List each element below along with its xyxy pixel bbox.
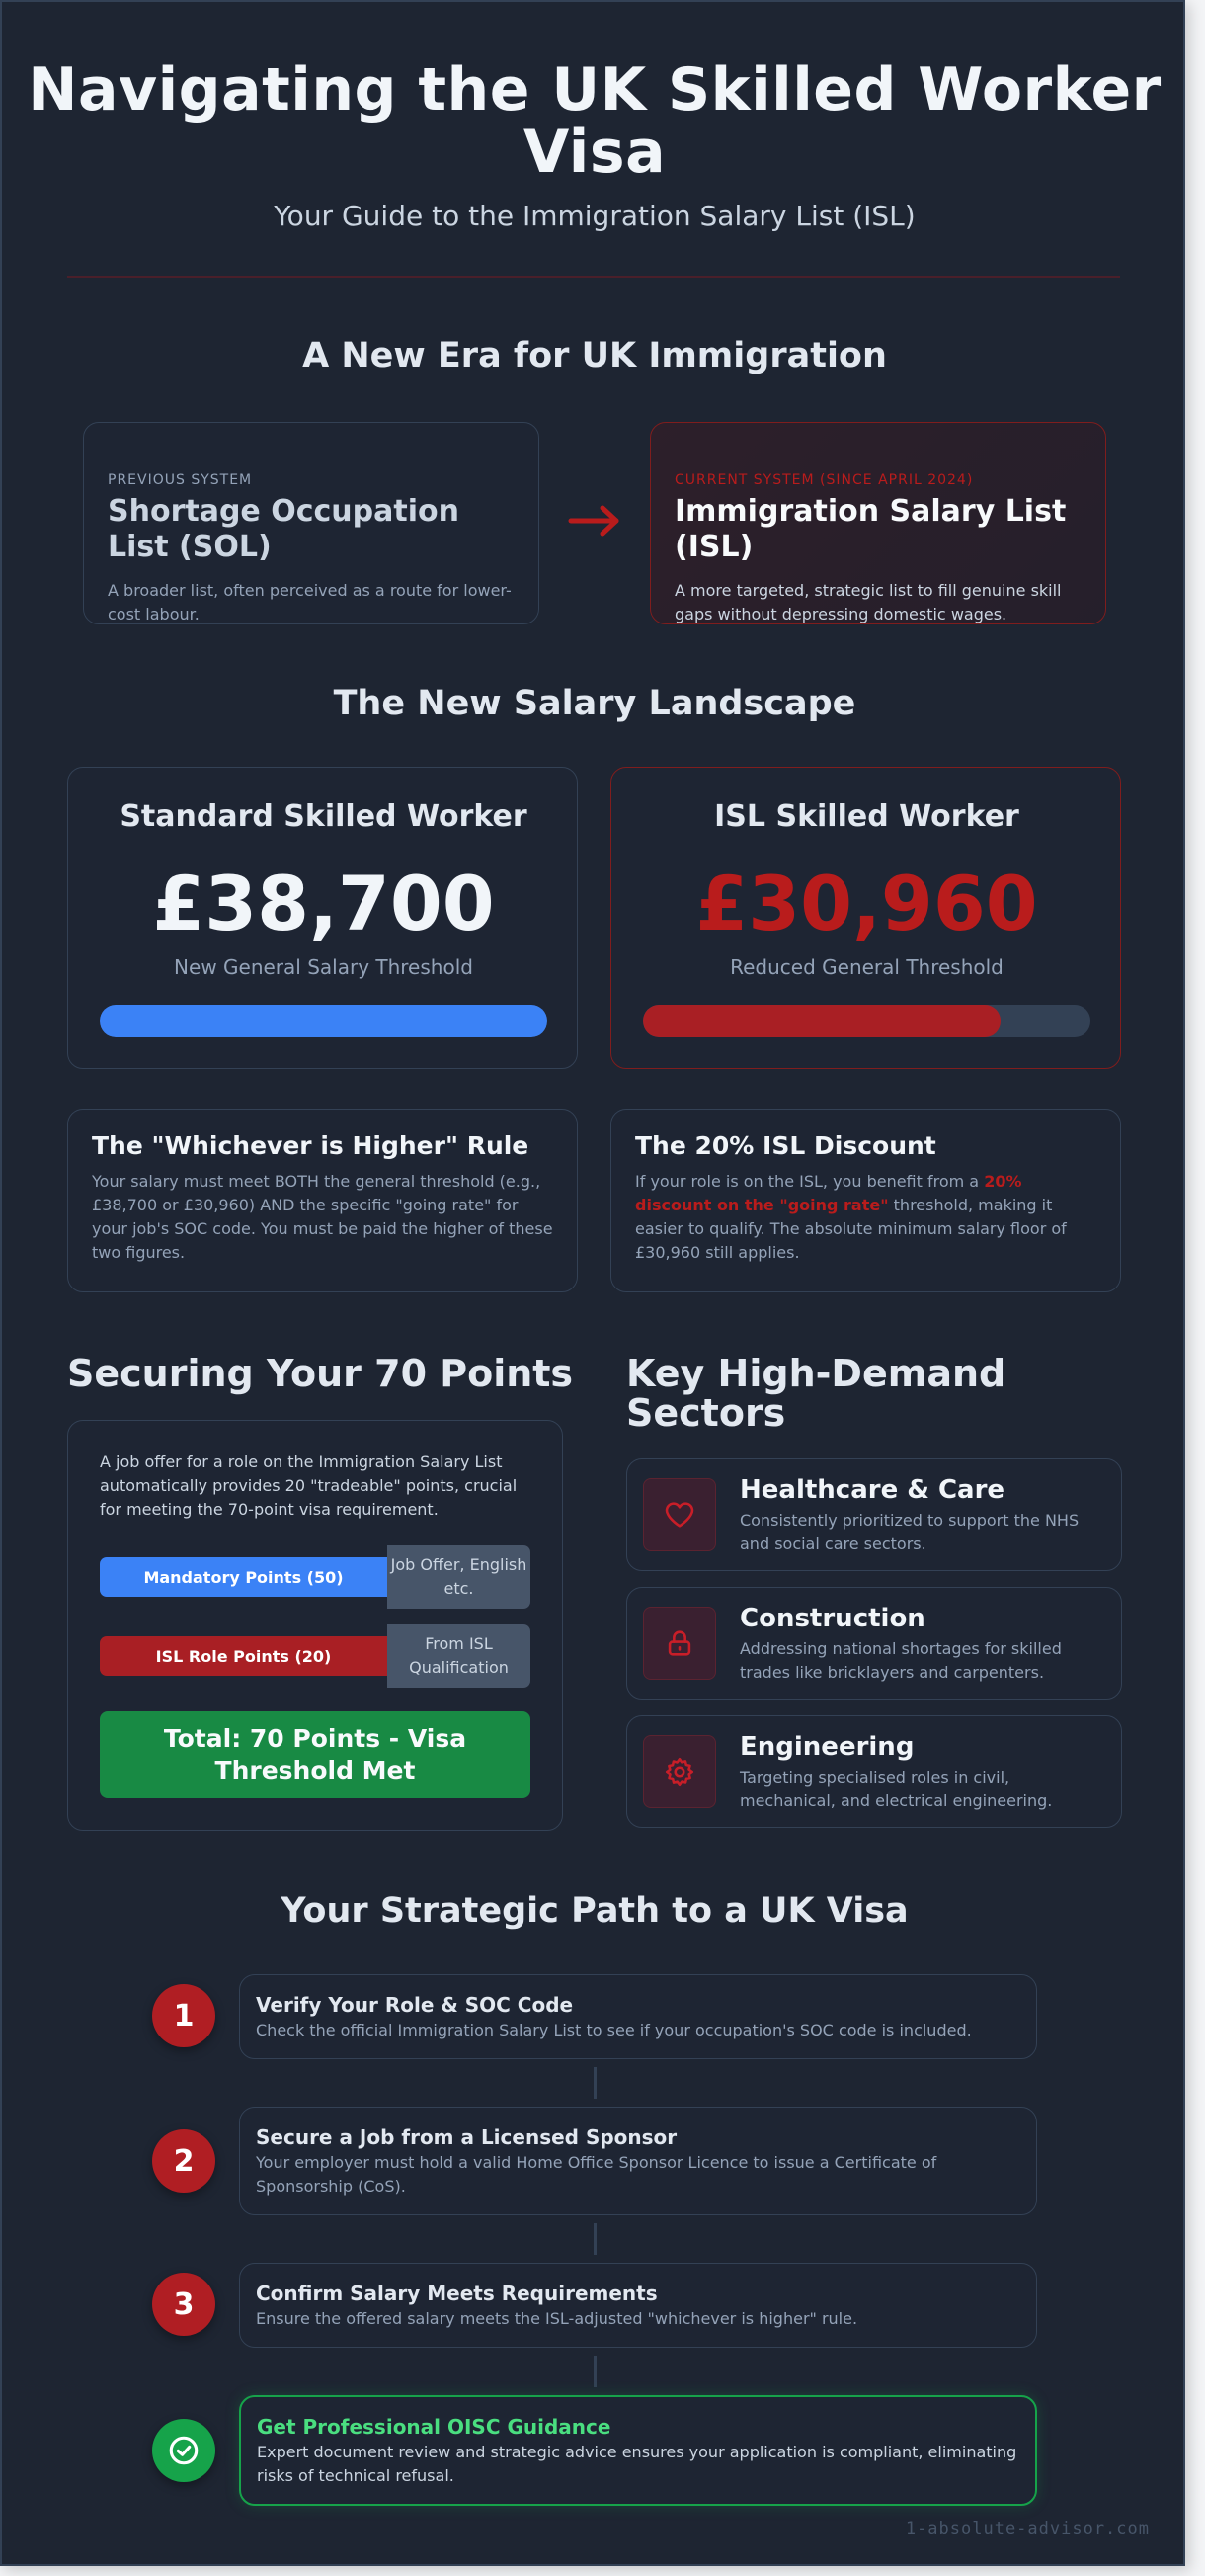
step-connector <box>594 2067 597 2099</box>
isl-discount-title: The 20% ISL Discount <box>635 1131 936 1160</box>
isl-salary-bar-fill <box>643 1005 1001 1037</box>
sector-title: Healthcare & Care <box>740 1475 1005 1505</box>
isl-discount-highlight: 20% discount on the "going rate" <box>635 1172 1022 1214</box>
sector-description: Consistently prioritized to support the NHS and social care sectors. <box>740 1511 1080 1553</box>
footer-url: 1-absolute-advisor.com <box>905 2519 1150 2538</box>
standard-salary-value: £38,700 <box>152 860 495 948</box>
step-title: Get Professional OISC Guidance <box>257 2415 611 2439</box>
step-connector <box>594 2356 597 2387</box>
isl-discount-text-end: threshold, making it easier to qualify. The absolute minimum salary floor of £30,960 still applies. <box>635 1196 1067 1262</box>
step-description: Check the official Immigration Salary List to see if your occupation's SOC code is included. <box>256 2021 972 2039</box>
current-system-title: Immigration Salary List (ISL) <box>675 494 1067 564</box>
isl-points-note: From ISL Qualification <box>387 1624 530 1688</box>
higher-rule-card <box>67 1109 578 1292</box>
step-description: Your employer must hold a valid Home Office Sponsor Licence to issue a Certificate of Sponsorship (CoS). <box>256 2153 937 2196</box>
gear-icon <box>643 1735 716 1808</box>
sector-card-engineering <box>626 1715 1122 1828</box>
isl-points-bar: ISL Role Points (20) <box>100 1636 387 1676</box>
standard-salary-bar-fill <box>100 1005 547 1037</box>
points-intro: A job offer for a role on the Immigration Salary List automatically provides 20 "tradeable" points, crucial for meeting the 70-point visa requirement. <box>100 1453 518 1519</box>
step-card-2 <box>239 2107 1037 2215</box>
step-number-1: 1 <box>152 1984 215 2047</box>
standard-salary-label: New General Salary Threshold <box>174 956 473 979</box>
current-system-description: A more targeted, strategic list to fill genuine skill gaps without depressing domestic wages. <box>675 581 1062 623</box>
isl-discount-text <box>635 1170 1096 1265</box>
previous-system-description: A broader list, often perceived as a route for lower-cost labour. <box>108 581 512 623</box>
page-subtitle: Your Guide to the Immigration Salary List (ISL) <box>274 200 916 232</box>
mandatory-points-bar: Mandatory Points (50) <box>100 1557 387 1597</box>
sector-description: Targeting specialised roles in civil, mechanical, and electrical engineering. <box>740 1768 1053 1810</box>
points-section-title: Securing Your 70 Points <box>67 1352 574 1395</box>
standard-salary-card <box>67 767 578 1069</box>
step-card-oisc <box>239 2395 1037 2506</box>
mandatory-points-note: Job Offer, English etc. <box>387 1545 530 1609</box>
step-card-1 <box>239 1974 1037 2059</box>
isl-salary-card <box>610 767 1121 1069</box>
isl-salary-label: Reduced General Threshold <box>730 956 1004 979</box>
step-number-3: 3 <box>152 2273 215 2336</box>
step-title: Secure a Job from a Licensed Sponsor <box>256 2125 678 2149</box>
sectors-section-title: Key High-Demand Sectors <box>626 1352 1006 1435</box>
step-title: Confirm Salary Meets Requirements <box>256 2282 658 2305</box>
step-card-3 <box>239 2263 1037 2348</box>
standard-salary-bar <box>100 1005 547 1037</box>
check-circle-icon <box>152 2419 215 2482</box>
current-system-eyebrow: CURRENT SYSTEM (SINCE APRIL 2024) <box>675 472 974 488</box>
sector-title: Engineering <box>740 1732 915 1762</box>
sector-title: Construction <box>740 1604 925 1633</box>
sector-description: Addressing national shortages for skilled trades like bricklayers and carpenters. <box>740 1639 1062 1682</box>
isl-discount-card <box>610 1109 1121 1292</box>
previous-system-eyebrow: PREVIOUS SYSTEM <box>108 472 253 488</box>
step-title: Verify Your Role & SOC Code <box>256 1993 574 2017</box>
previous-system-card <box>83 422 539 624</box>
lock-icon <box>643 1607 716 1680</box>
page-title: Navigating the UK Skilled Worker Visa <box>28 55 1162 187</box>
points-total-banner: Total: 70 Points - Visa Threshold Met <box>100 1711 530 1798</box>
path-section-title: Your Strategic Path to a UK Visa <box>281 1891 909 1931</box>
current-system-card <box>650 422 1106 624</box>
header-divider <box>67 276 1120 278</box>
sector-card-construction <box>626 1587 1122 1700</box>
sector-card-healthcare <box>626 1458 1122 1571</box>
step-description: Expert document review and strategic advice ensures your application is compliant, eliminating risks of technical refusal. <box>257 2443 1017 2485</box>
isl-salary-value: £30,960 <box>695 860 1038 948</box>
standard-salary-title: Standard Skilled Worker <box>120 799 527 834</box>
salary-landscape-title: The New Salary Landscape <box>333 684 856 723</box>
higher-rule-title: The "Whichever is Higher" Rule <box>92 1131 529 1160</box>
points-card <box>67 1420 563 1831</box>
new-era-title: A New Era for UK Immigration <box>302 336 887 375</box>
previous-system-title: Shortage Occupation List (SOL) <box>108 494 459 564</box>
step-number-2: 2 <box>152 2129 215 2193</box>
isl-salary-bar <box>643 1005 1090 1037</box>
arrow-right-icon <box>567 504 622 538</box>
step-description: Ensure the offered salary meets the ISL-adjusted "whichever is higher" rule. <box>256 2309 858 2328</box>
step-connector <box>594 2223 597 2255</box>
higher-rule-text: Your salary must meet BOTH the general threshold (e.g., £38,700 or £30,960) AND the specific "going rate" for your job's SOC code. You must be paid the higher of these two figures. <box>92 1172 553 1262</box>
isl-salary-title: ISL Skilled Worker <box>714 799 1019 834</box>
heart-icon <box>643 1478 716 1551</box>
isl-discount-text-start: If your role is on the ISL, you benefit from a <box>635 1172 985 1191</box>
